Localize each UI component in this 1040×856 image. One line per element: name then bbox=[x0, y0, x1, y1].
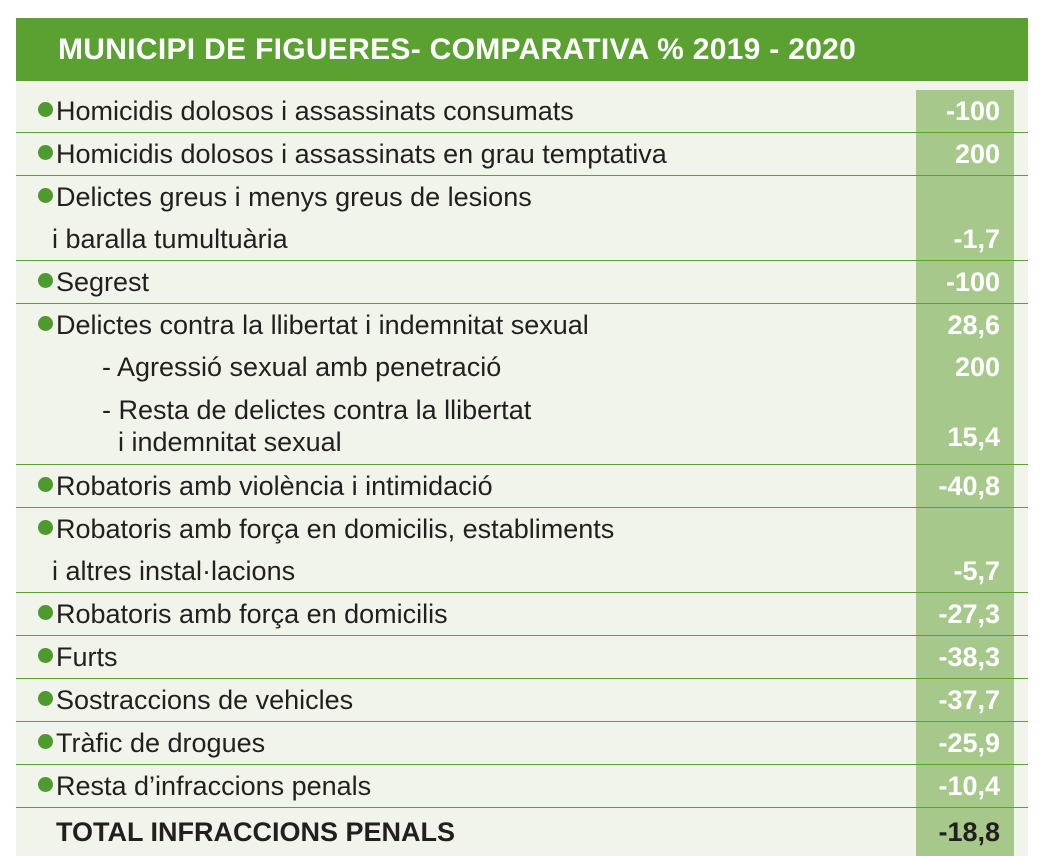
bullet-icon bbox=[38, 648, 53, 663]
bullet-icon bbox=[38, 316, 53, 331]
bullet-icon bbox=[38, 477, 53, 492]
table-row-group-sexual bbox=[16, 304, 1028, 465]
table-row bbox=[16, 765, 1028, 808]
table-row bbox=[16, 90, 1028, 133]
row-label: Delictes greus i menys greus de lesions bbox=[56, 182, 532, 212]
bullet-icon bbox=[38, 605, 53, 620]
row-label: Tràfic de drogues bbox=[56, 728, 266, 758]
total-value: -18,8 bbox=[938, 817, 1000, 847]
row-value: -100 bbox=[945, 267, 1000, 297]
table-body bbox=[16, 81, 1028, 856]
row-label-continuation: i baralla tumultuària bbox=[52, 224, 288, 254]
bullet-icon bbox=[38, 188, 53, 203]
total-label: TOTAL INFRACCIONS PENALS bbox=[56, 817, 456, 847]
row-value: -27,3 bbox=[938, 599, 1000, 629]
table-row bbox=[16, 593, 1028, 636]
sub-row-label: - Agressió sexual amb penetració bbox=[102, 352, 502, 382]
row-label: Resta d’infraccions penals bbox=[56, 771, 372, 801]
row-value: -25,9 bbox=[938, 728, 1000, 758]
row-value: 28,6 bbox=[947, 310, 1000, 340]
sub-row-value: 15,4 bbox=[947, 422, 1000, 452]
sub-row-label: - Resta de delictes contra la llibertat bbox=[102, 395, 532, 425]
row-label-continuation: i altres instal·lacions bbox=[52, 556, 296, 586]
table-row bbox=[16, 508, 1028, 593]
row-label: Robatoris amb força en domicilis, establiments bbox=[56, 514, 615, 544]
row-label: Segrest bbox=[56, 267, 150, 297]
bullet-icon bbox=[38, 777, 53, 792]
bullet-icon bbox=[38, 734, 53, 749]
table-row bbox=[16, 722, 1028, 765]
row-value: -38,3 bbox=[938, 642, 1000, 672]
row-value: -10,4 bbox=[938, 771, 1000, 801]
table-title: MUNICIPI DE FIGUERES- COMPARATIVA % 2019 - 2020 bbox=[16, 18, 1028, 81]
table-row bbox=[16, 176, 1028, 261]
row-label: Robatoris amb força en domicilis bbox=[56, 599, 448, 629]
row-value: -100 bbox=[945, 96, 1000, 126]
row-value: -40,8 bbox=[938, 471, 1000, 501]
table-row bbox=[16, 465, 1028, 508]
bullet-icon bbox=[38, 273, 53, 288]
row-label: Robatoris amb violència i intimidació bbox=[56, 471, 493, 501]
row-value: -1,7 bbox=[953, 224, 1000, 254]
row-label: Furts bbox=[56, 642, 118, 672]
row-value: -37,7 bbox=[938, 685, 1000, 715]
table-row bbox=[16, 133, 1028, 176]
table-row bbox=[16, 679, 1028, 722]
row-label: Sostraccions de vehicles bbox=[56, 685, 354, 715]
crime-comparison-table bbox=[16, 18, 1028, 856]
row-value: 200 bbox=[954, 139, 1000, 169]
bullet-icon bbox=[38, 520, 53, 535]
row-label: Homicidis dolosos i assassinats consumats bbox=[56, 96, 574, 126]
row-value: -5,7 bbox=[953, 556, 1000, 586]
table-row bbox=[16, 261, 1028, 304]
sub-row-value: 200 bbox=[954, 352, 1000, 382]
bullet-icon bbox=[38, 691, 53, 706]
table-row bbox=[16, 636, 1028, 679]
total-row bbox=[16, 808, 1028, 856]
row-label: Delictes contra la llibertat i indemnitat sexual bbox=[56, 310, 589, 340]
bullet-icon bbox=[38, 102, 53, 117]
bullet-icon bbox=[38, 145, 53, 160]
sub-row-label-continuation: i indemnitat sexual bbox=[118, 427, 342, 457]
row-label: Homicidis dolosos i assassinats en grau temptativa bbox=[56, 139, 667, 169]
